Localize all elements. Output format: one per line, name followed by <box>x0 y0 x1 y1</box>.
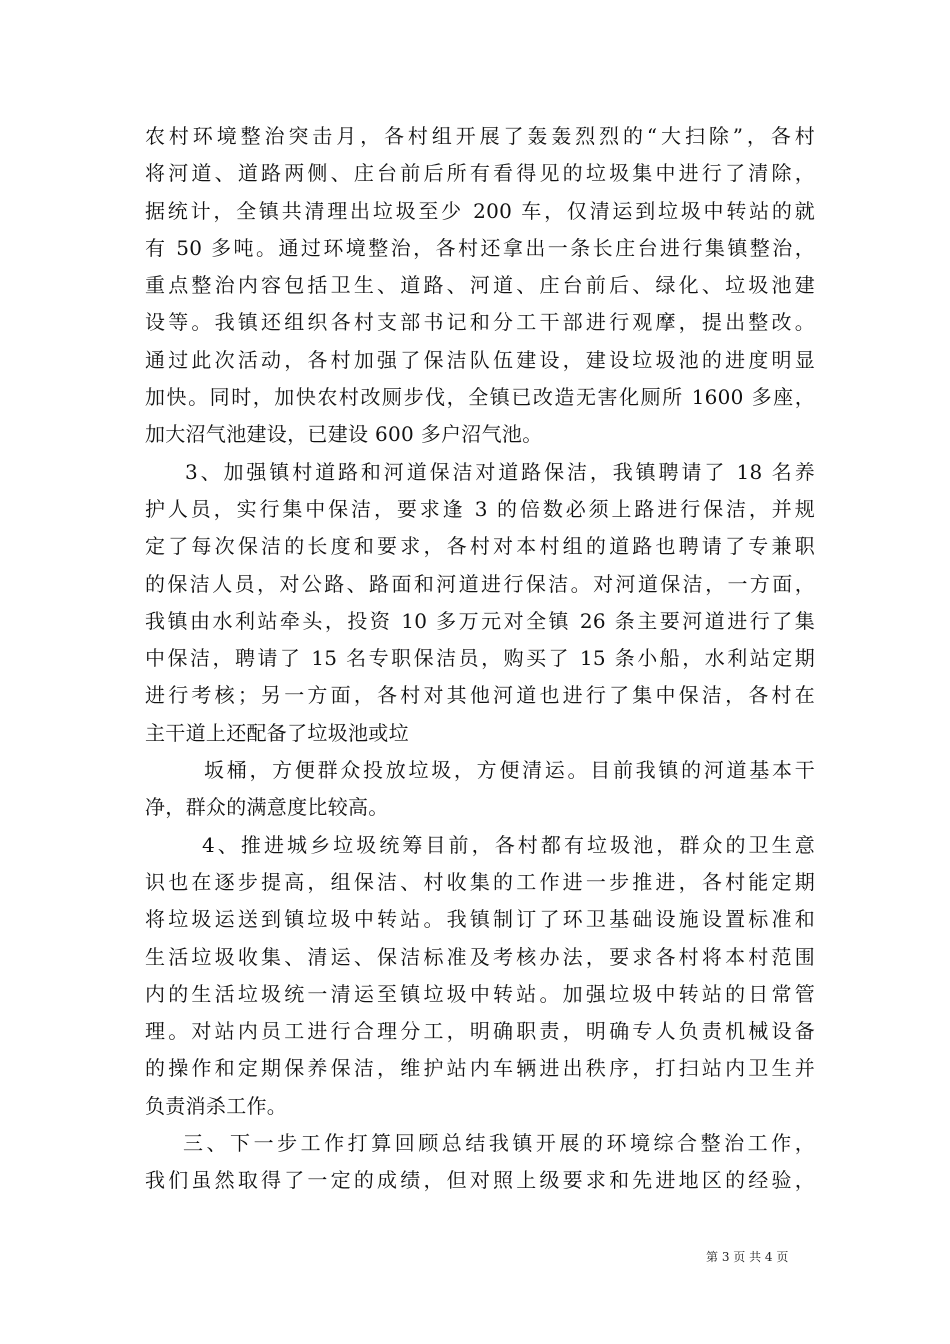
text-line: 净，群众的满意度比较高。 <box>145 795 389 820</box>
text-line: 3、加强镇村道路和河道保洁对道路保洁，我镇聘请了 18 名养 <box>185 459 815 484</box>
text-line: 有 50 多吨。通过环境整治，各村还拿出一条长庄台进行集镇整治， <box>145 235 815 260</box>
text-line: 加大沼气池建设，已建设 600 多户沼气池。 <box>145 422 543 447</box>
text-line: 将河道、道路两侧、庄台前后所有看得见的垃圾集中进行了清除， <box>145 161 815 186</box>
text-line: 负责消杀工作。 <box>145 1093 288 1118</box>
text-line: 将垃圾运送到镇垃圾中转站。我镇制订了环卫基础设施设置标准和 <box>145 907 815 932</box>
text-line: 内的生活垃圾统一清运至镇垃圾中转站。加强垃圾中转站的日常管 <box>145 981 815 1006</box>
text-line: 进行考核；另一方面，各村对其他河道也进行了集中保洁，各村在 <box>145 683 815 708</box>
text-line: 设等。我镇还组织各村支部书记和分工干部进行观摩，提出整改。 <box>145 310 815 335</box>
text-line: 加快。同时，加快农村改厕步伐，全镇已改造无害化厕所 1600 多座， <box>145 385 815 410</box>
text-line: 主干道上还配备了垃圾池或垃 <box>145 720 409 745</box>
text-line: 我们虽然取得了一定的成绩，但对照上级要求和先进地区的经验， <box>145 1168 815 1193</box>
text-line: 据统计，全镇共清理出垃圾至少 200 车，仅清运到垃圾中转站的就 <box>145 198 815 223</box>
text-line: 坂桶，方便群众投放垃圾，方便清运。目前我镇的河道基本干 <box>204 758 815 783</box>
text-line: 护人员，实行集中保洁，要求逢 3 的倍数必须上路进行保洁，并规 <box>145 496 815 521</box>
text-line: 的保洁人员，对公路、路面和河道进行保洁。对河道保洁，一方面， <box>145 571 815 596</box>
text-line: 通过此次活动，各村加强了保洁队伍建设，建设垃圾池的进度明显 <box>145 347 815 372</box>
text-line: 4、推进城乡垃圾统筹目前，各村都有垃圾池，群众的卫生意 <box>202 832 815 857</box>
page-number: 第 3 页 共 4 页 <box>706 1250 789 1264</box>
text-line: 定了每次保洁的长度和要求，各村对本村组的道路也聘请了专兼职 <box>145 534 815 559</box>
text-line: 重点整治内容包括卫生、道路、河道、庄台前后、绿化、垃圾池建 <box>145 273 815 298</box>
text-line: 中保洁，聘请了 15 名专职保洁员，购买了 15 条小船，水利站定期 <box>145 646 815 671</box>
text-line: 农村环境整治突击月，各村组开展了轰轰烈烈的“大扫除”，各村 <box>145 124 815 148</box>
text-line: 的操作和定期保养保洁，维护站内车辆进出秩序，打扫站内卫生并 <box>145 1056 815 1081</box>
text-line: 三、下一步工作打算回顾总结我镇开展的环境综合整治工作， <box>183 1131 815 1156</box>
text-line: 我镇由水利站牵头，投资 10 多万元对全镇 26 条主要河道进行了集 <box>145 608 815 633</box>
body-text <box>145 118 815 1200</box>
text-line: 生活垃圾收集、清运、保洁标准及考核办法，要求各村将本村范围 <box>145 944 815 969</box>
text-line: 识也在逐步提高，组保洁、村收集的工作进一步推进，各村能定期 <box>145 869 815 894</box>
text-line: 理。对站内员工进行合理分工，明确职责，明确专人负责机械设备 <box>145 1019 815 1044</box>
